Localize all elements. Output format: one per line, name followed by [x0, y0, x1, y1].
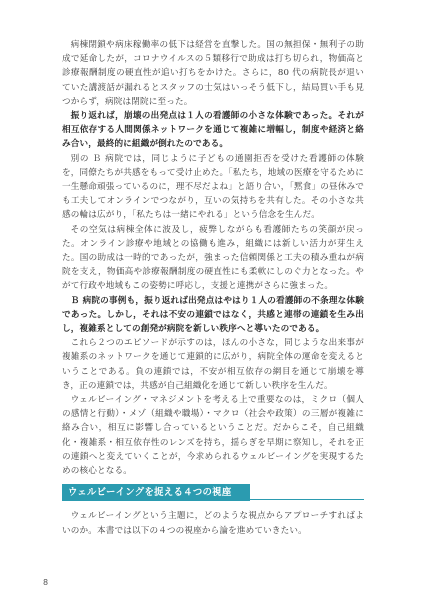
page-number: 8 [43, 578, 49, 587]
paragraph: その空気は病棟全体に波及し，疲弊しながらも看護師たちの笑顔が戻った。オンライン診療や地域との協働も進み，組織には新しい活力が芽生えた。国の助成は一時的であったが，強まった信頼関係と工夫の積み重ねが病院を支え，物価高や診療報酬制度の硬直性にも柔軟にしのぐ力となった。やがて行政や地域もこの姿勢に呼応し，支援と連携がさらに強まった。 [62, 224, 364, 292]
section-title: ウェルビーイングを捉える４つの視座 [68, 487, 232, 499]
paragraphs-top [62, 38, 364, 478]
section-heading [62, 484, 250, 501]
paragraph: 病棟閉鎖や病床稼働率の低下は経営を直撃した。国の無担保・無利子の助成で延命したが，コロナウイルスの５類移行で助成は打ち切られ，物価高と診療報酬制度の硬直性が追い打ちをかけた。さらに，80 代の病院長が退いていた講渡話が漏れるとスタッフの士気はいっそう低下し，結局買い手も見つからず，病院は閉院に至った。 [62, 40, 364, 107]
paragraph: これら２つのエピソードが示すのは，ほんの小さな，同じような出来事が複雑系のネットワークを通じて連鎖的に広がり，病院全体の運命を変えるということである。負の連鎖では，不安が相互依存の網目を通じて崩壊を導き，正の連鎖では，共感が自己組織化を通じて新しい秩序を生んだ。 [62, 338, 364, 391]
paragraph: 振り返れば，崩壊の出発点は１人の看護師の小さな体験であった。それが相互依存する人間関係ネットワークを通じて複雑に増幅し，制度や経済と絡み合い，最終的に組織が倒れたのである。 [62, 111, 364, 150]
paragraph: ウェルビーイング・マネジメントを考える上で重要なのは，ミクロ（個人の感情と行動）・メゾ（組織や職場）・マクロ（社会や政策）の三層が複雑に絡み合い，相互に影響し合っているということだ。だからこそ，自己組織化・複雑系・相互依存性のレンズを持ち，揺らぎを早期に察知し，それを正の連鎖へと変えていくことが，今求められるウェルビーイングを実現するための核心となる。 [62, 395, 364, 477]
paragraphs-bottom [62, 509, 364, 537]
paragraph: Ｂ 病院の事例も，振り返れば出発点はやはり１人の看護師の不条理な体験であった。しかし，それは不安の連鎖ではなく，共感と連帯の連鎖を生み出し，複雑系としての創発が病院を新しい秩序へと導いたのである。 [62, 295, 364, 335]
section-rule [250, 499, 364, 500]
paragraph: 別の Ｂ 病院では，同じように子どもの通園拒否を受けた看護師の体験を，同僚たちが共感をもって受け止めた。「私たち，地域の医療を守るために一生懸命頑張っているのに，理不尽だよね」と語り合い，「黙食」の昼休みでも工夫してオンラインでつながり，互いの気持ちを共有した。その小さな共感の輪は広がり，「私たちは一緒にやれる」という信念を生んだ。 [62, 153, 364, 221]
body-text [62, 38, 364, 538]
paragraph: ウェルビーイングという主題に，どのような視点からアプローチすればよいのか。本書では以下の４つの視座から論を進めていきたい。 [62, 511, 364, 536]
